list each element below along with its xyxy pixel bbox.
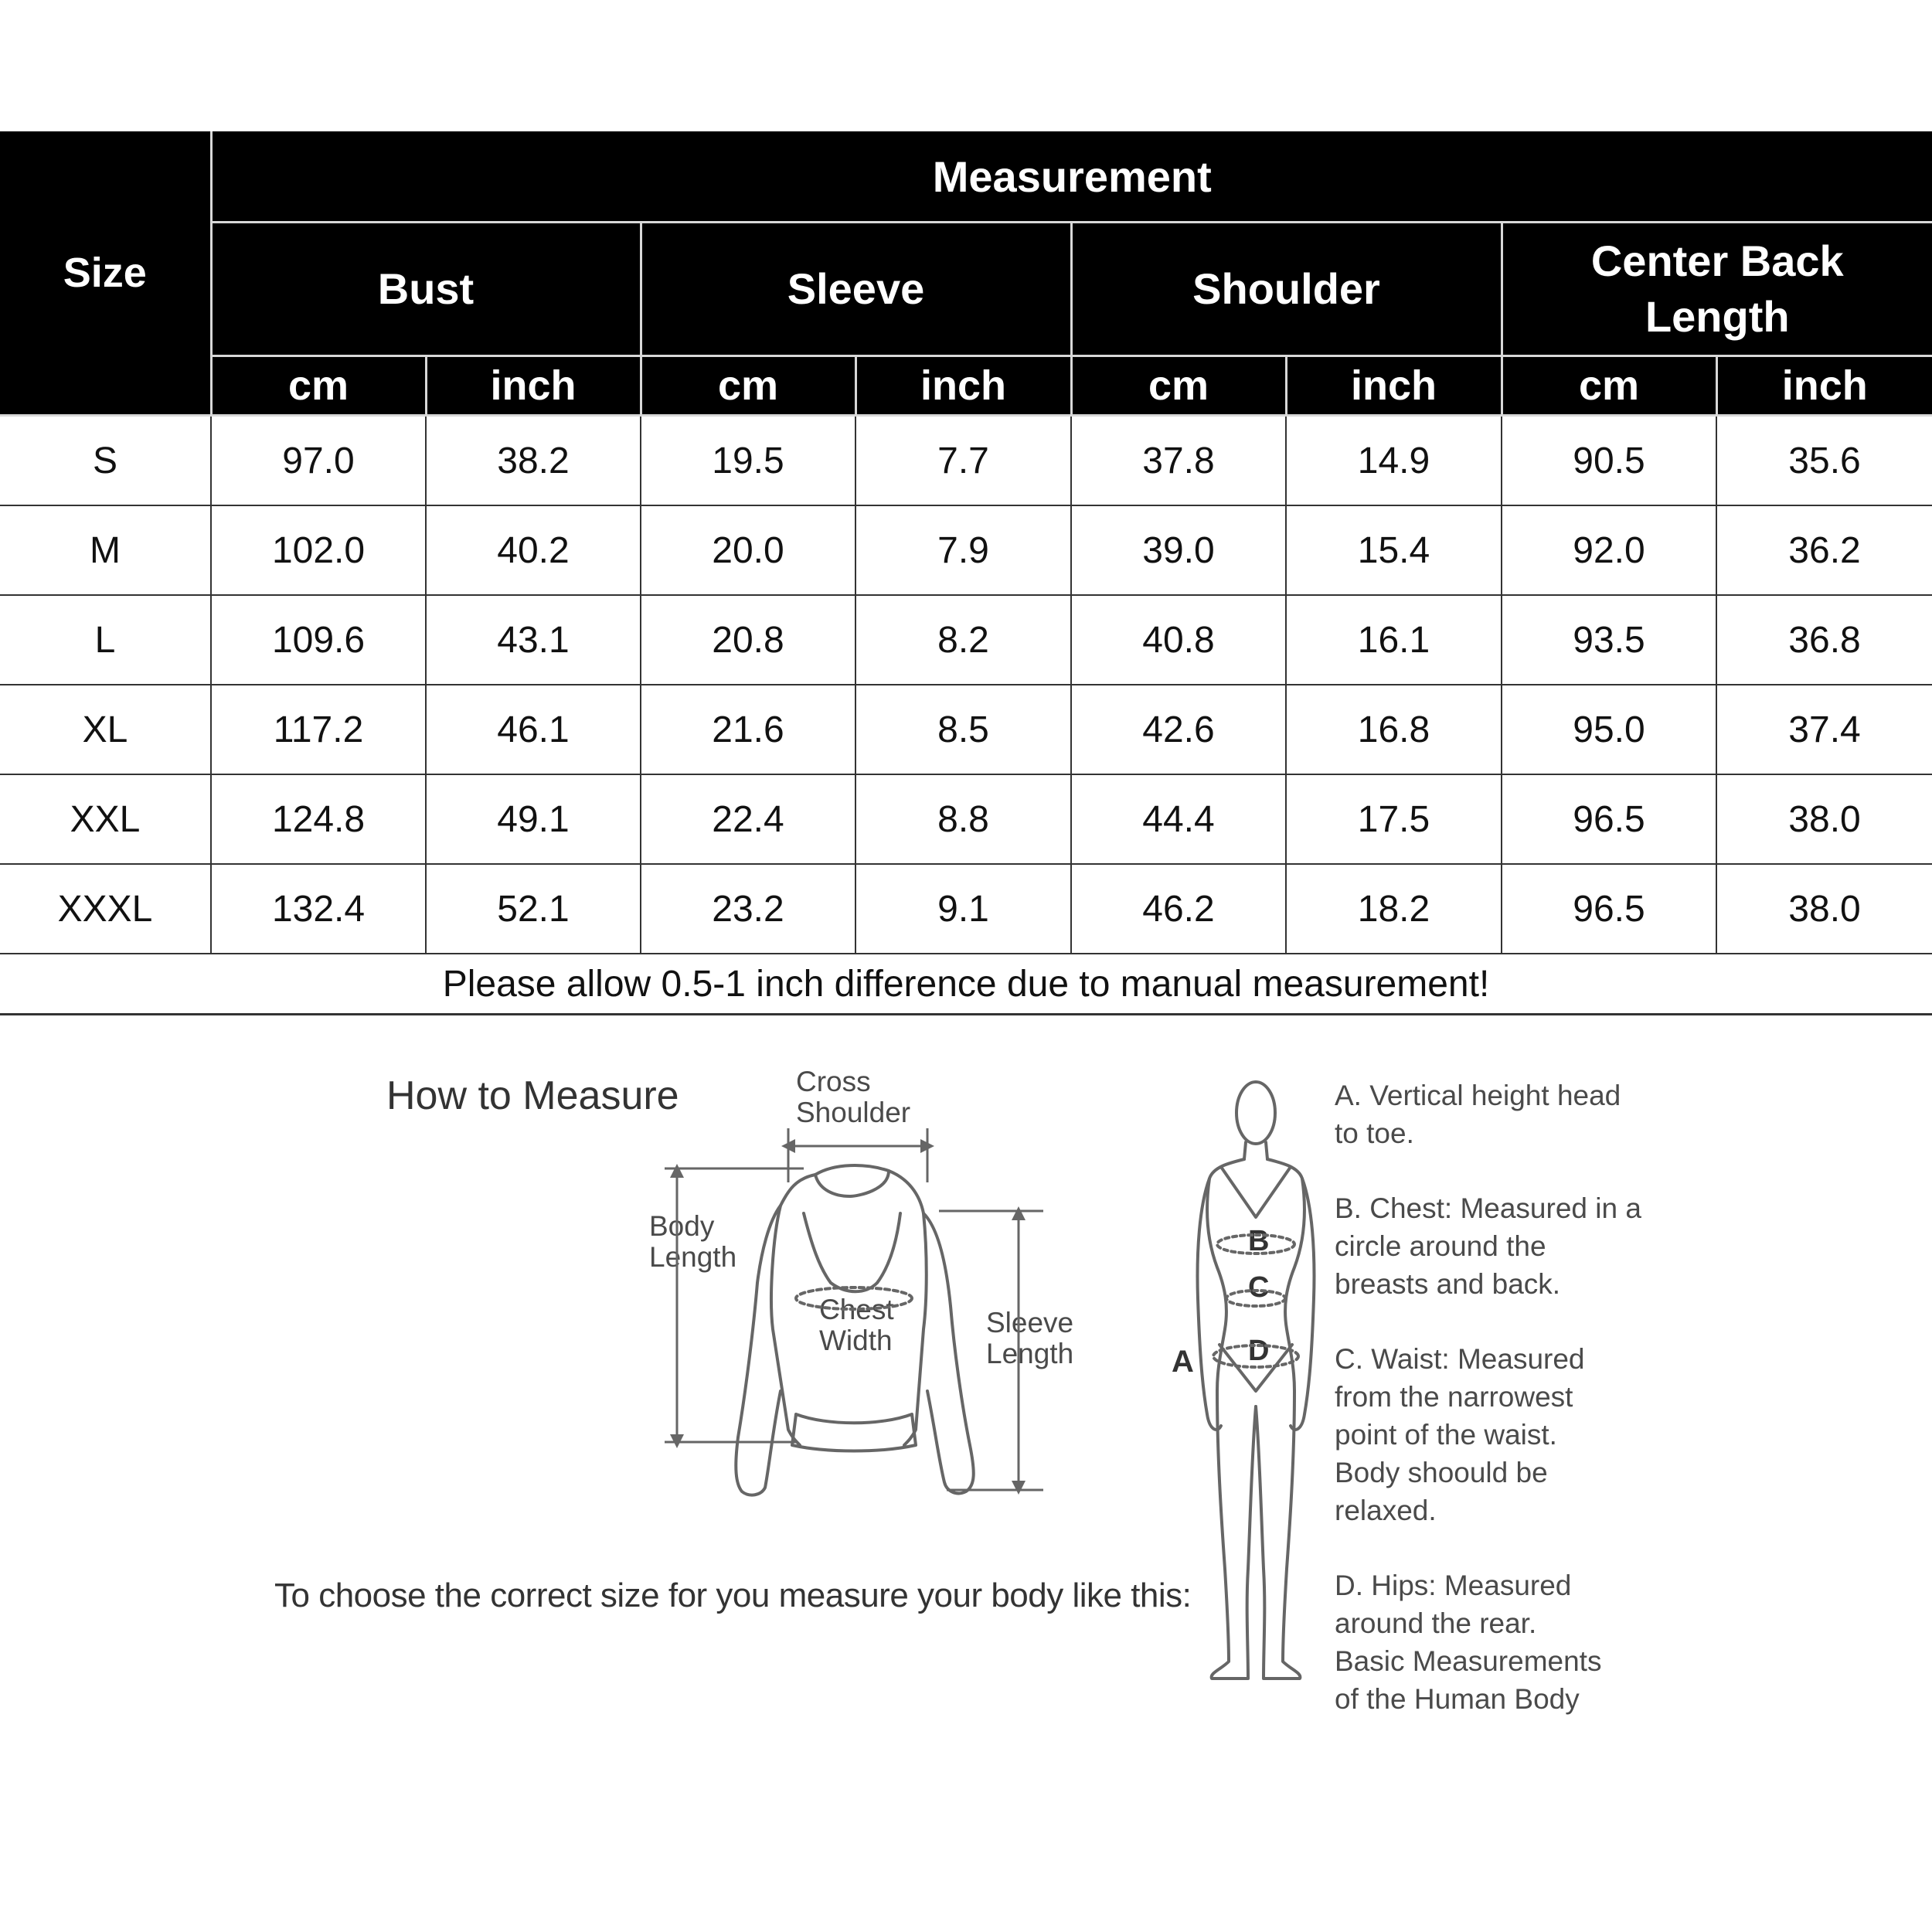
marker-a: A [1172,1345,1194,1379]
chest-width-label: Chest Width [819,1294,894,1356]
measurement-cell: 46.2 [1071,864,1286,954]
measurement-cell: 21.6 [641,685,855,774]
size-cell: S [0,416,211,506]
marker-d: D [1248,1335,1270,1367]
measurement-cell: 90.5 [1502,416,1716,506]
unit-header: cm [641,356,855,416]
measurement-cell: 95.0 [1502,685,1716,774]
measurement-cell: 20.8 [641,595,855,685]
body-length-label: Body Length [649,1210,737,1273]
size-cell: XL [0,685,211,774]
measurement-cell: 36.8 [1716,595,1932,685]
measurement-cell: 124.8 [211,774,426,864]
measurement-cell: 40.8 [1071,595,1286,685]
measurement-cell: 38.2 [426,416,641,506]
measurement-cell: 44.4 [1071,774,1286,864]
measurement-cell: 37.8 [1071,416,1286,506]
measurement-cell: 16.8 [1286,685,1502,774]
measurement-cell: 8.5 [855,685,1071,774]
sweater-illustration [736,1165,973,1495]
measurement-cell: 8.8 [855,774,1071,864]
measurement-cell: 7.9 [855,505,1071,595]
bust-header: Bust [211,223,641,356]
measurement-cell: 9.1 [855,864,1071,954]
size-cell: L [0,595,211,685]
measurement-cell: 37.4 [1716,685,1932,774]
marker-b: B [1248,1225,1270,1257]
measurement-disclaimer: Please allow 0.5-1 inch difference due to manual measurement! [0,954,1932,1015]
measurement-cell: 46.1 [426,685,641,774]
center-back-length-header: Center Back Length [1502,223,1932,356]
unit-header: cm [1071,356,1286,416]
measurement-cell: 18.2 [1286,864,1502,954]
sleeve-header: Sleeve [641,223,1071,356]
shoulder-header: Shoulder [1071,223,1502,356]
measurement-cell: 38.0 [1716,864,1932,954]
unit-header: cm [1502,356,1716,416]
measurement-cell: 102.0 [211,505,426,595]
measurement-cell: 49.1 [426,774,641,864]
size-column-header: Size [0,131,211,416]
size-cell: XXL [0,774,211,864]
measurement-cell: 97.0 [211,416,426,506]
marker-c: C [1248,1271,1270,1304]
note-hips: D. Hips: Measured around the rear. Basic Measurements of the Human Body [1335,1570,1602,1715]
measurement-cell: 23.2 [641,864,855,954]
measurement-cell: 117.2 [211,685,426,774]
cross-shoulder-label: Cross Shoulder [796,1066,911,1128]
measurement-cell: 17.5 [1286,774,1502,864]
measurement-cell: 40.2 [426,505,641,595]
measurement-cell: 14.9 [1286,416,1502,506]
measurement-cell: 7.7 [855,416,1071,506]
body-figure-illustration [1198,1082,1315,1679]
sleeve-length-label: Sleeve Length [986,1307,1074,1369]
measurement-cell: 43.1 [426,595,641,685]
note-waist: C. Waist: Measured from the narrowest point of the waist. Body shoould be relaxed. [1335,1343,1585,1526]
measurement-cell: 16.1 [1286,595,1502,685]
size-cell: M [0,505,211,595]
measurement-cell: 15.4 [1286,505,1502,595]
measurement-cell: 35.6 [1716,416,1932,506]
unit-header: inch [855,356,1071,416]
measurement-cell: 92.0 [1502,505,1716,595]
measurement-cell: 22.4 [641,774,855,864]
measurement-cell: 38.0 [1716,774,1932,864]
measurement-cell: 52.1 [426,864,641,954]
measurement-cell: 39.0 [1071,505,1286,595]
measurement-cell: 109.6 [211,595,426,685]
unit-header: inch [1286,356,1502,416]
unit-header: inch [1716,356,1932,416]
measurement-cell: 132.4 [211,864,426,954]
note-chest: B. Chest: Measured in a circle around the breasts and back. [1335,1192,1641,1300]
measurement-cell: 96.5 [1502,774,1716,864]
measurement-cell: 36.2 [1716,505,1932,595]
measurement-cell: 19.5 [641,416,855,506]
measurement-cell: 96.5 [1502,864,1716,954]
how-to-measure-title: How to Measure [386,1073,679,1118]
measurement-header: Measurement [211,131,1932,223]
measurement-cell: 20.0 [641,505,855,595]
measurement-cell: 93.5 [1502,595,1716,685]
note-height: A. Vertical height head to toe. [1335,1080,1621,1149]
unit-header: cm [211,356,426,416]
unit-header: inch [426,356,641,416]
size-cell: XXXL [0,864,211,954]
measurement-cell: 42.6 [1071,685,1286,774]
measure-instruction: To choose the correct size for you measure your body like this: [274,1577,1192,1614]
measurement-cell: 8.2 [855,595,1071,685]
